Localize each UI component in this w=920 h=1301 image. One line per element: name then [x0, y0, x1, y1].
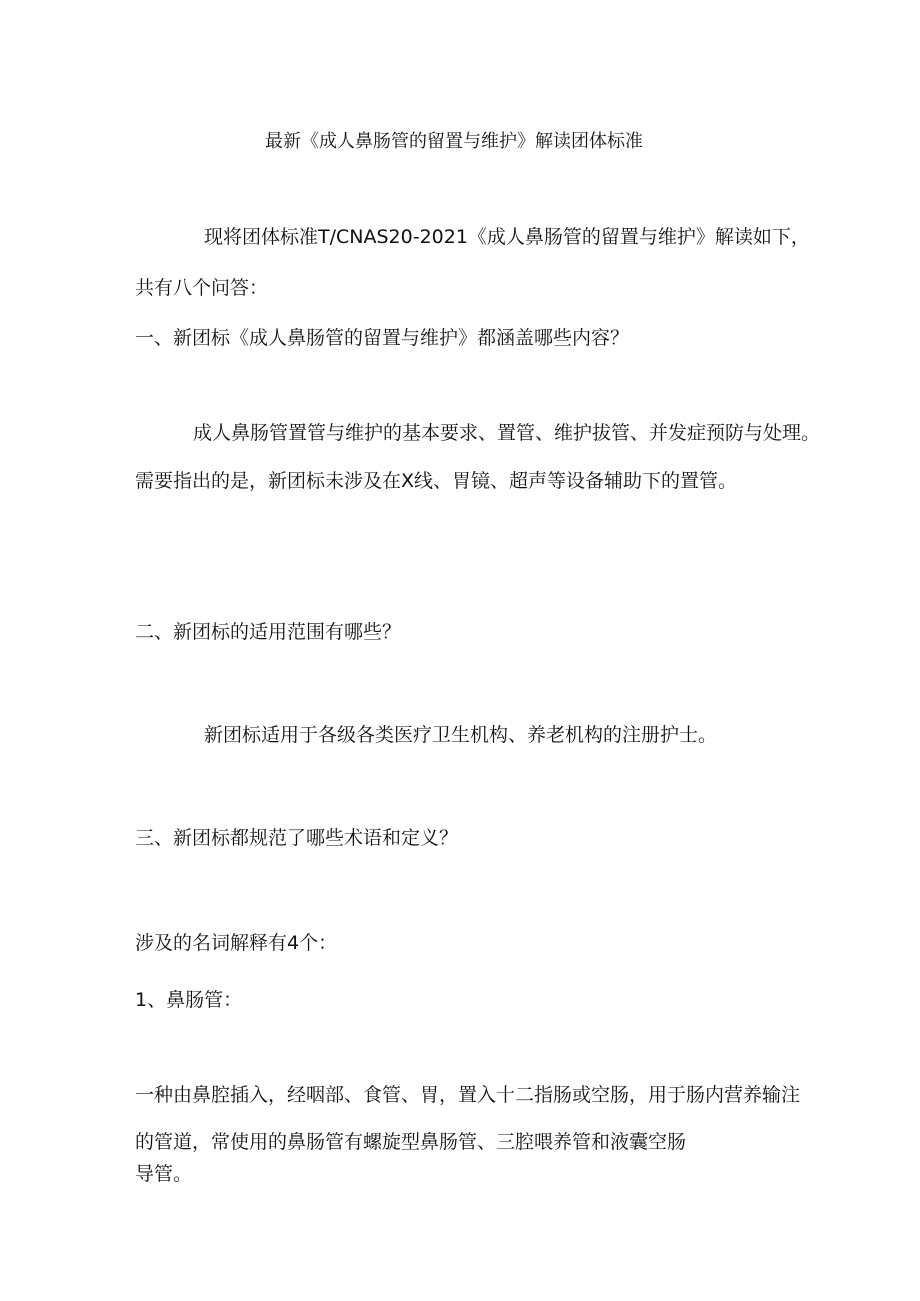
- document-title: 最新《成人鼻肠管的留置与维护》解读团体标准: [265, 131, 643, 152]
- answer-1-line-2: 需要指出的是，新团标未涉及在X线、胃镜、超声等设备辅助下的置管。: [135, 470, 738, 492]
- answer-3-intro: 涉及的名词解释有4个：: [135, 932, 338, 954]
- question-3-heading: 三、新团标都规范了哪些术语和定义？: [135, 827, 459, 849]
- term-1-definition-line-3: 导管。: [135, 1163, 193, 1185]
- intro-paragraph-line-2: 共有八个问答：: [135, 277, 269, 299]
- term-1-heading: 1、鼻肠管：: [135, 989, 243, 1011]
- answer-2-text: 新团标适用于各级各类医疗卫生机构、养老机构的注册护士。: [204, 724, 718, 746]
- question-2-heading: 二、新团标的适用范围有哪些？: [135, 621, 402, 643]
- term-1-definition-line-2: 的管道，常使用的鼻肠管有螺旋型鼻肠管、三腔喂养管和液囊空肠: [135, 1131, 687, 1153]
- intro-paragraph-line-1: 现将团体标准T/CNAS20-2021《成人鼻肠管的留置与维护》解读如下，: [204, 226, 810, 248]
- term-1-definition-line-1: 一种由鼻腔插入，经咽部、食管、胃，置入十二指肠或空肠，用于肠内营养输注: [135, 1084, 801, 1106]
- question-1-heading: 一、新团标《成人鼻肠管的留置与维护》都涵盖哪些内容？: [135, 327, 630, 349]
- answer-1-line-1: 成人鼻肠管置管与维护的基本要求、置管、维护拔管、并发症预防与处理。: [193, 422, 821, 444]
